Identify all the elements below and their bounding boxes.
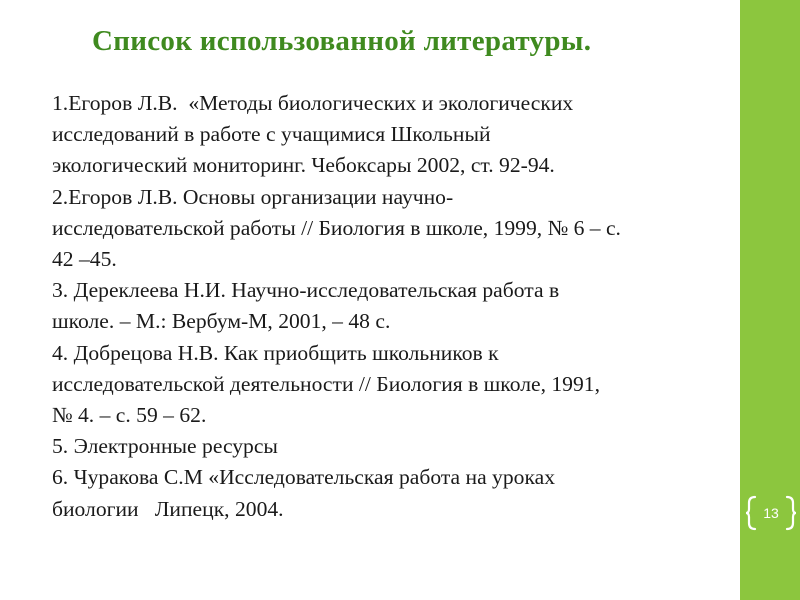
reference-line: школе. – М.: Вербум-М, 2001, – 48 с. (52, 309, 391, 334)
reference-line: 6. Чуракова С.М «Исследовательская работа на уроках (52, 465, 555, 490)
reference-line: № 4. – с. 59 – 62. (52, 403, 207, 428)
reference-line: 2.Егоров Л.В. Основы организации научно- (52, 184, 454, 209)
reference-line: исследовательской работы // Биология в школе, 1999, № 6 – с. (52, 215, 621, 240)
reference-item (52, 88, 736, 182)
reference-line: исследований в работе с учащимися Школьный (52, 122, 491, 147)
reference-line: 1.Егоров Л.В. «Методы биологических и экологических (52, 91, 574, 115)
reference-list (52, 88, 736, 525)
reference-line: экологический мониторинг. Чебоксары 2002, ст. 92-94. (52, 153, 555, 178)
reference-item (52, 338, 736, 432)
reference-item (52, 275, 736, 337)
page-number: 13 (763, 505, 779, 521)
reference-line: 4. Добрецова Н.В. Как приобщить школьников к (52, 340, 499, 365)
reference-item (52, 182, 736, 276)
reference-line: 5. Электронные ресурсы (52, 434, 278, 459)
reference-line: 42 –45. (52, 247, 117, 272)
slide-title: Список использованной литературы. (92, 25, 592, 57)
reference-line: биологии Липецк, 2004. (52, 496, 284, 521)
reference-line: 3. Дереклеева Н.И. Научно-исследовательская работа в (52, 278, 560, 303)
reference-line: исследовательской деятельности // Биология в школе, 1991, (52, 371, 600, 396)
reference-item (52, 431, 736, 462)
reference-item (52, 462, 736, 524)
